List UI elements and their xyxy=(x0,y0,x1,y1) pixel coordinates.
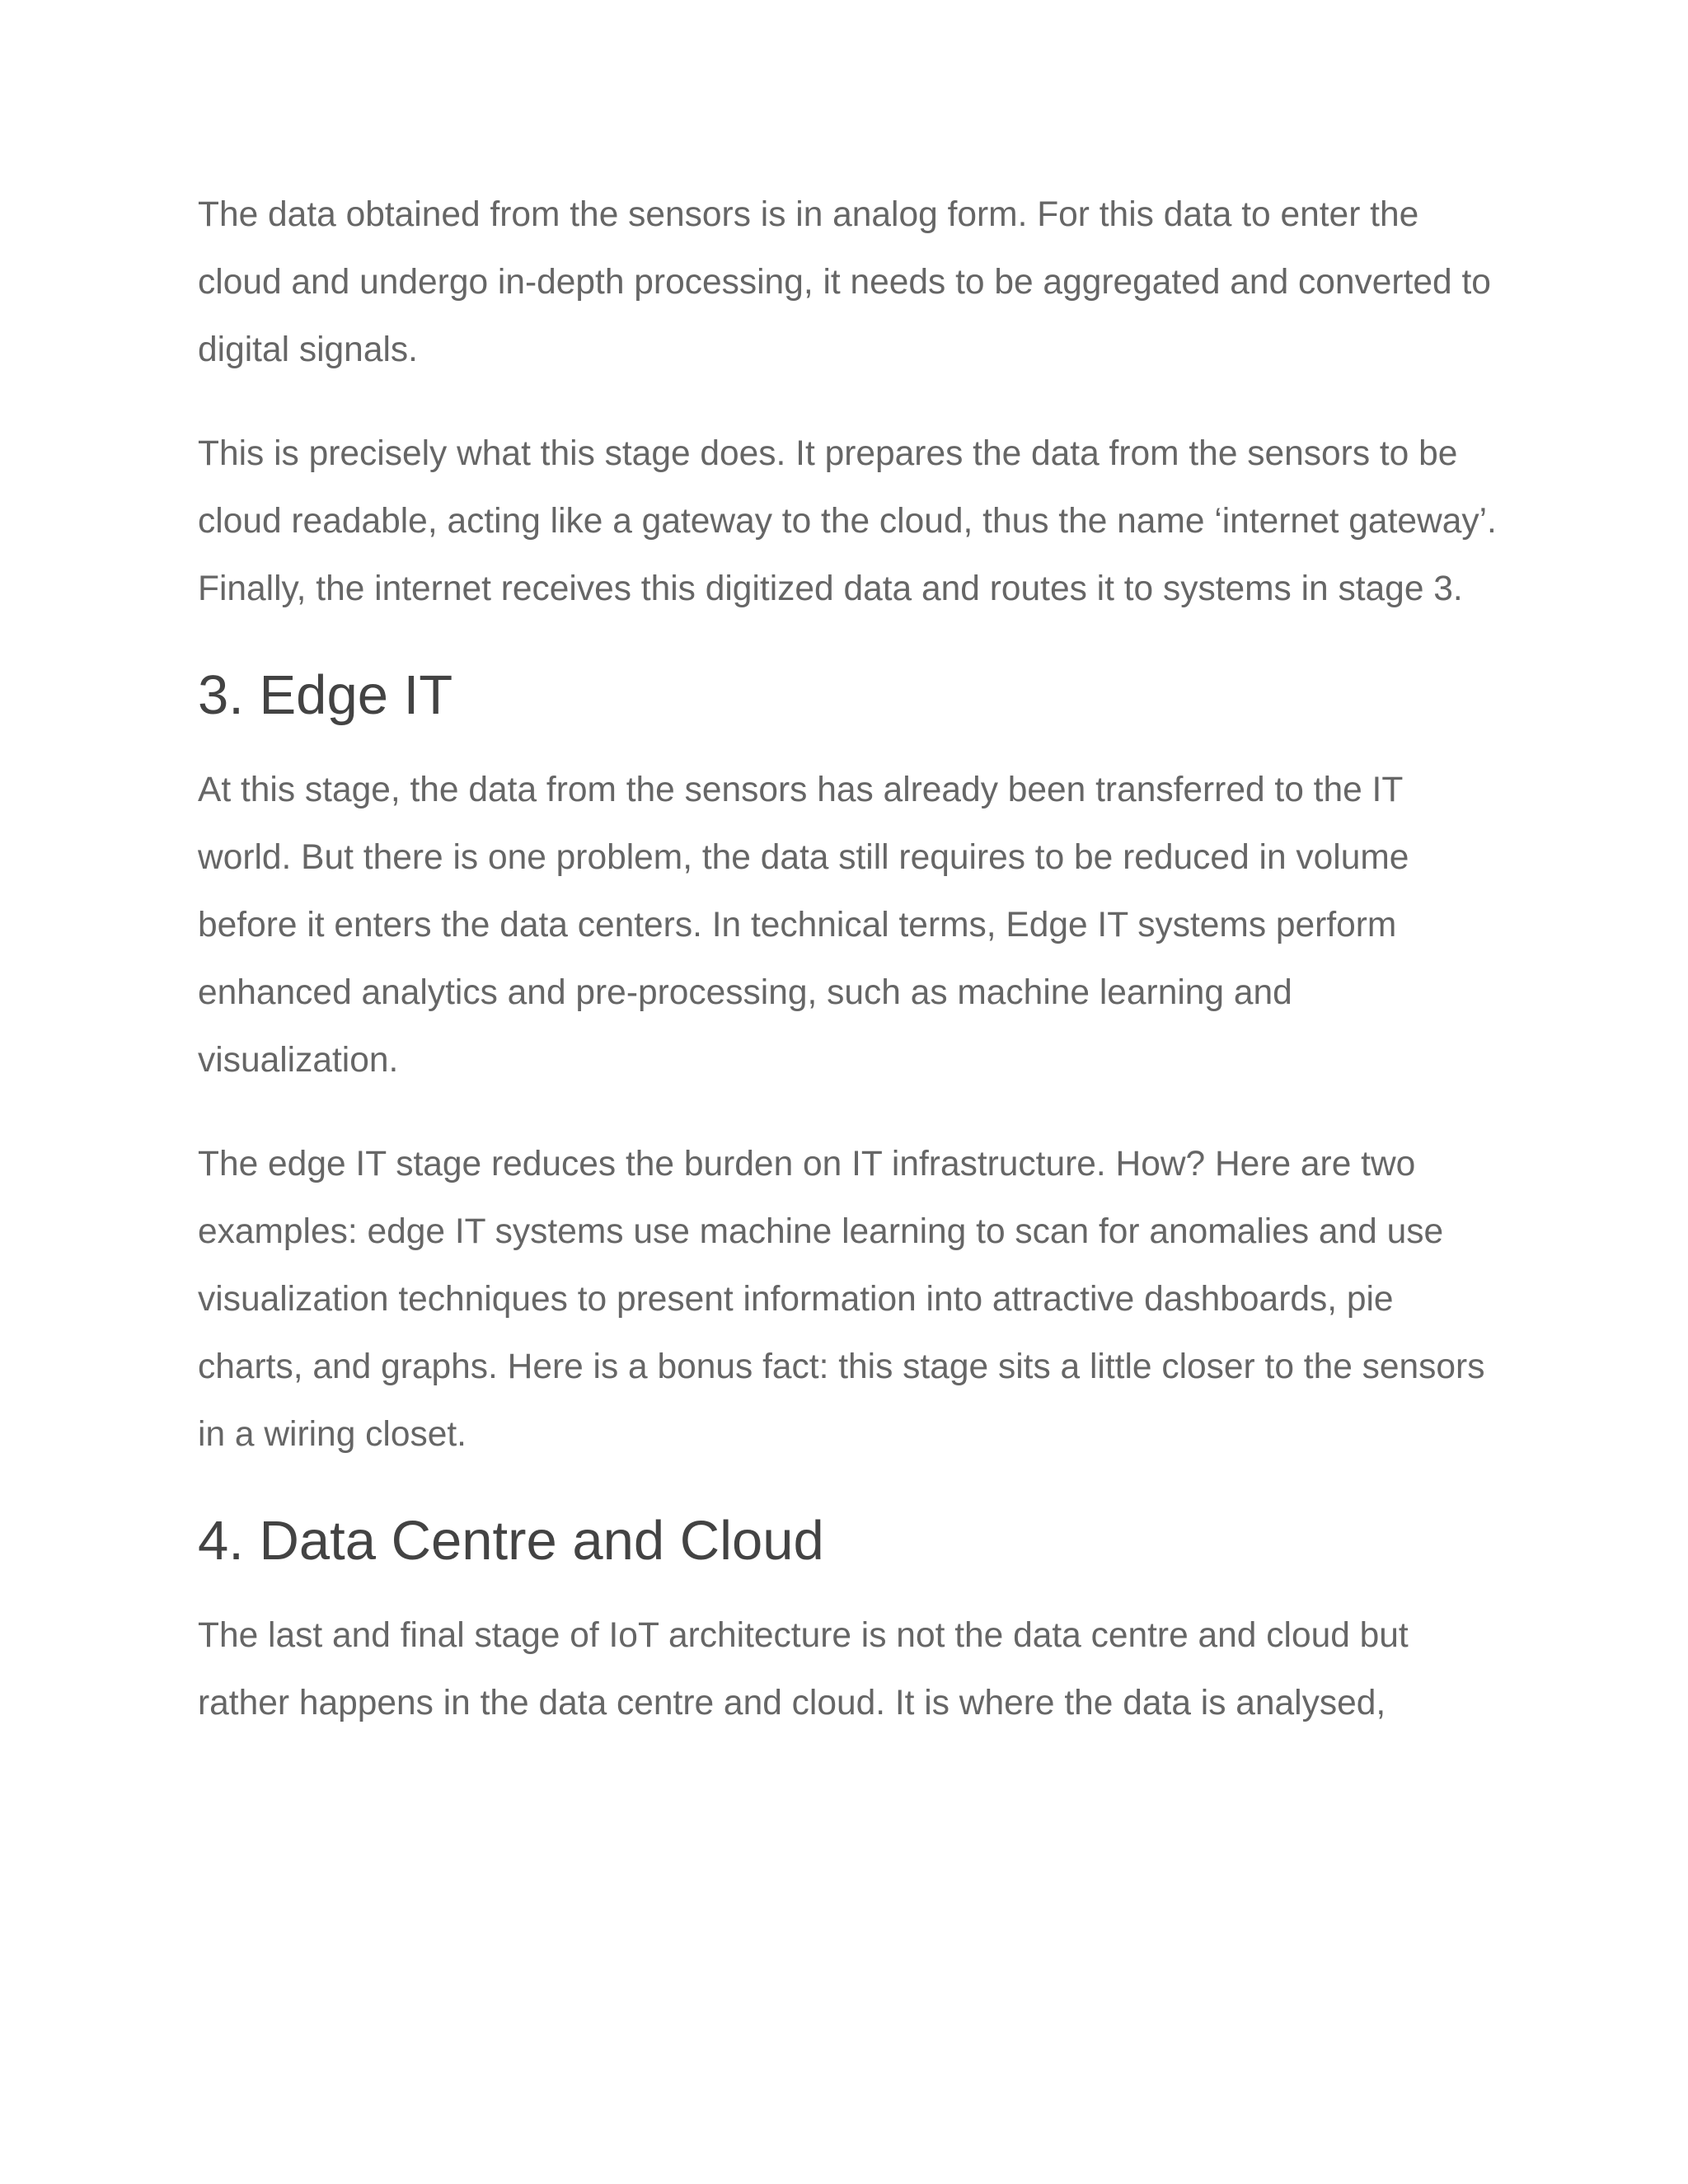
section-heading-edge-it: 3. Edge IT xyxy=(198,664,453,726)
document-body xyxy=(198,181,1500,1774)
paragraph-data-centre-cloud: The last and final stage of IoT architecture is not the data centre and cloud but rather happens in the data centre and cloud. It is where the data is analysed, xyxy=(198,1616,1409,1722)
paragraph-internet-gateway: This is precisely what this stage does. It prepares the data from the sensors to be cloud readable, acting like a gateway to the cloud, thus the name ‘internet gateway’. Finally, the internet receives this digitized data and routes it to systems in stage 3. xyxy=(198,434,1497,608)
paragraph-analog-data: The data obtained from the sensors is in analog form. For this data to enter the cloud and undergo in-depth processing, it needs to be aggregated and converted to digital signals. xyxy=(198,195,1491,369)
paragraph-edge-it-examples: The edge IT stage reduces the burden on IT infrastructure. How? Here are two examples: edge IT systems use machine learning to scan for anomalies and use visualization techniques to present information into attractive dashboards, pie charts, and graphs. Here is a bonus fact: this stage sits a little closer to the sensors in a wiring closet. xyxy=(198,1145,1485,1454)
paragraph-edge-it-intro: At this stage, the data from the sensors has already been transferred to the IT world. But there is one problem, the data still requires to be reduced in volume before it enters the data centers. In technical terms, Edge IT systems perform enhanced analytics and pre-processing, such as machine learning and visualization. xyxy=(198,771,1409,1080)
section-heading-data-centre-cloud: 4. Data Centre and Cloud xyxy=(198,1510,824,1572)
